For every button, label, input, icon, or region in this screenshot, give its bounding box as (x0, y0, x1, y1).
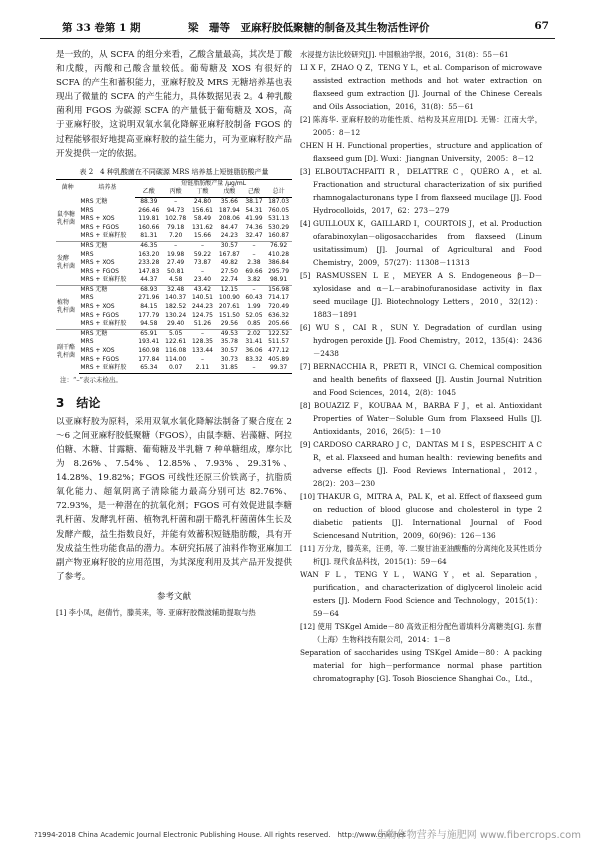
table-col-header: 丙酸 (162, 188, 189, 197)
table-cell: 140.37 (165, 294, 187, 302)
table-cell: 36.06 (245, 347, 263, 355)
table-row (56, 347, 292, 356)
medium-name: MRS (80, 338, 94, 346)
table-cell: 177.79 (138, 311, 160, 319)
strain-name: 发酵 乳杆菌 (56, 241, 79, 285)
table-row (56, 215, 292, 224)
table-cell: 156.98 (265, 285, 292, 294)
table-row (56, 312, 292, 321)
medium-name: MRS + FGOS (80, 267, 119, 275)
table-cell: 119.81 (138, 215, 160, 223)
table-cell: – (162, 241, 189, 250)
medium-name: MRS + XOS (80, 259, 115, 267)
table-cell: 52.05 (245, 311, 263, 319)
table-cell: 1.99 (247, 303, 261, 311)
left-column (56, 48, 292, 619)
table-cell: 128.35 (191, 338, 213, 346)
table-cell: 30.57 (220, 347, 238, 355)
reference-item: [11] 万分龙，滕英来，汪勇，等. 二聚甘油亚油酸酯的分离纯化及其性质分析[J]. 现代食品科技，2015(1)：59－64 (300, 544, 542, 566)
reference-item: [6] WU S，CAI R，SUN Y. Degradation of curdlan using hydrogen peroxide [J]. Food Chemistry，2012，135(4)：2436－2438 (300, 323, 542, 358)
table-cell: 35.66 (220, 197, 238, 205)
table-cell: 15.66 (193, 232, 212, 240)
table-row (56, 259, 292, 268)
medium-name: MRS + XOS (80, 347, 115, 355)
table-cell: – (243, 241, 265, 250)
table-cell: 76.92 (265, 241, 292, 250)
table-cell: 7.20 (168, 232, 183, 240)
table-cell: – (189, 329, 216, 338)
table-cell: 98.91 (269, 276, 288, 284)
medium-name: MRS + 亚麻籽胶 (80, 320, 127, 328)
reference-item: [7] BERNACCHIA R，PRETI R，VINCI G. Chemical composition and health benefits of flaxseed [J]. Austin Journal Nutrition and Food Sciences，2014，2(8)：1045 (300, 362, 542, 397)
table-cell: 244.23 (191, 303, 213, 311)
table-cell: 30.73 (220, 355, 238, 363)
scfa-table (56, 179, 292, 374)
section-title: 3 结论 (56, 395, 101, 410)
table-cell: 65.91 (135, 329, 162, 338)
strain-name: 副干酪 乳杆菌 (56, 329, 79, 373)
table-cell: 714.17 (268, 294, 290, 302)
table-header-scfa: 短链脂肪酸产量 /μg/mL (135, 179, 292, 188)
table-cell: 29.40 (167, 320, 185, 328)
table-cell: 29.56 (220, 320, 238, 328)
results-paragraph: 是一致的，从 SCFA 的组分来看，乙酸含量最高，其次是丁酸和戊酸，丙酸和己酸含量较低。葡萄糖及 XOS 有很好的 SCFA 的产生和蓄积能力，亚麻籽胶及 MRS 无糖培养基也表现出了微量的 SCFA 的产生能力，具体数据见表 2。4 种乳酸菌利用 FGOS 为碳源 SCFA 的产量低于葡萄糖及 XOS，高于亚麻籽胶，这说明双氧水氧化降解亚麻籽胶制备 FGOS 的过程能够很好地提高亚麻籽胶的益生能力，可为亚麻籽胶产品开发提供一定的依据。 (56, 50, 292, 159)
table-row (56, 241, 292, 250)
table-cell: 2.11 (189, 364, 216, 373)
medium-name: MRS (80, 250, 94, 258)
table-cell: 31.41 (245, 338, 263, 346)
reference-item: LI X F，ZHAO Q Z，TENG Y L，et al. Comparison of microwave assisted extraction methods and hot water extraction on flaxseed gum extraction [J]. Journal of the Chinese Cereals and Oils Association，2016，31(8)：55－61 (300, 63, 542, 111)
table-cell: 59.22 (193, 250, 212, 258)
table-cell: 27.49 (167, 259, 185, 267)
table-cell: 99.37 (265, 364, 292, 373)
medium-name: MRS + FGOS (80, 311, 119, 319)
table-cell: 636.32 (268, 311, 290, 319)
running-header (40, 18, 555, 39)
table-cell: 2.38 (247, 259, 261, 267)
reference-item: Separation of saccharides using TSKgel Amide－80：A packing material for high－performance normal phase partition chromatography [G]. Tosoh Bioscience Shanghai Co.，Ltd.， (300, 648, 542, 683)
table-cell: 156.61 (191, 206, 213, 214)
table-cell: – (243, 285, 265, 294)
table-cell: 167.87 (218, 250, 240, 258)
table-cell: 3.82 (247, 276, 261, 284)
table-cell: 32.48 (162, 285, 189, 294)
table-cell: 160.87 (268, 232, 290, 240)
table-cell: 531.13 (268, 215, 290, 223)
table-cell: – (243, 364, 265, 373)
table-cell: 122.61 (165, 338, 187, 346)
table-cell: – (189, 241, 216, 250)
article-running-title: 梁 珊等 亚麻籽胶低聚糖的制备及其生物活性评价 (188, 22, 430, 34)
table-cell: 130.24 (165, 311, 187, 319)
table-cell: 23.40 (193, 276, 212, 284)
table-cell: 100.90 (218, 294, 240, 302)
table-cell: 51.26 (193, 320, 212, 328)
table-cell: 140.51 (191, 294, 213, 302)
table-cell: 102.78 (165, 215, 187, 223)
reference-item: 水浸提方法比较研究[J]. 中国粮油学报，2016，31(8)：55－61 (300, 50, 509, 59)
table-col-header: 乙酸 (135, 188, 162, 197)
table-row (56, 329, 292, 338)
medium-name: MRS (80, 294, 94, 302)
table-col-header: 己酸 (243, 188, 265, 197)
conclusion-paragraph: 以亚麻籽胶为原料，采用双氧水氧化降解法制备了聚合度在 2～6 之间亚麻籽胶低聚糖（FGOS），由鼠李糖、岩藻糖、阿拉伯糖、木糖、甘露糖、葡萄糖及半乳糖 7 种单糖组成，摩尔比为 8.26%、7.54%、12.85%、7.93%、29.31%、14.28%、19.82%；FGOS 可线性还原三价铁离子，抗脂质氧化能力、超氧阴离子清除能力最高分别可达 82.76%、72.93%，是一种潜在的抗氧化剂；FGOS 可有效促进鼠李糖乳杆菌、发酵乳杆菌、植物乳杆菌和副干酪乳杆菌菌体生长及发酵产酸，益生指数良好，并能有效蓄积短链脂肪酸，具有开发成益生性功能食品的潜力。本研究拓展了油料作物亚麻加工副产物亚麻籽胶的应用范围，为其深度利用及其产品开发提供了参考。 (56, 416, 292, 582)
table-row (56, 268, 292, 277)
table-cell: 24.80 (193, 197, 212, 205)
table-cell: 31.85 (216, 364, 243, 373)
table-cell: 205.66 (268, 320, 290, 328)
table-row (56, 356, 292, 365)
medium-name: MRS 无糖 (79, 285, 135, 294)
table-cell: 24.23 (220, 232, 238, 240)
strain-name: 植物 乳杆菌 (56, 285, 79, 329)
medium-name: MRS 无糖 (79, 329, 135, 338)
table-cell: 133.44 (191, 347, 213, 355)
table-cell: 79.18 (167, 223, 185, 231)
table-row (56, 207, 292, 216)
table-cell: 760.05 (268, 206, 290, 214)
table-cell: 73.87 (193, 259, 212, 267)
table-cell: 38.17 (245, 197, 263, 205)
table-cell: 208.06 (218, 215, 240, 223)
copyright-notice: ?1994-2018 China Academic Journal Electronic Publishing House. All rights reserved. http://www.cnki.net (34, 831, 406, 839)
medium-name: MRS + 亚麻籽胶 (80, 232, 127, 240)
table-cell: 163.20 (138, 250, 160, 258)
watermark-text: 生物作物营养与施肥网 www.fibercrops.com (376, 830, 581, 841)
table-col-header: 丁酸 (189, 188, 216, 197)
references-list-left (56, 606, 292, 619)
table-cell: 43.42 (189, 285, 216, 294)
table-cell: 84.15 (140, 303, 158, 311)
table-cell: 94.73 (167, 206, 185, 214)
table-title: 表 2 4 种乳酸菌在不同碳源 MRS 培养基上短链脂肪酸产量 (79, 167, 269, 176)
table-cell: 27.50 (220, 267, 238, 275)
reference-item: [12] 使用 TSKgel Amide－80 高效正相分配色谱填料分离糖类[G]. 东曹（上海）生物科技有限公司，2014：1－8 (300, 622, 542, 644)
table-cell: 187.94 (218, 206, 240, 214)
table-cell: 266.46 (138, 206, 160, 214)
table-cell: 49.53 (216, 329, 243, 338)
table-cell: 477.12 (268, 347, 290, 355)
table-cell: 0.85 (247, 320, 261, 328)
table-cell: 207.61 (218, 303, 240, 311)
journal-issue: 第 33 卷第 1 期 (62, 22, 141, 34)
table-row (56, 276, 292, 285)
table-cell: 32.47 (245, 232, 263, 240)
table-row (56, 338, 292, 347)
table-cell: 46.35 (135, 241, 162, 250)
table-row (56, 251, 292, 260)
medium-name: MRS + XOS (80, 303, 115, 311)
table-cell: 233.28 (138, 259, 160, 267)
reference-item: [9] CARDOSO CARRARO J C，DANTAS M I S，ESPESCHIT A C R，et al. Flaxseed and human health：reviewing benefits and adverse effects [J]. Food Reviews International，2012，28(2)：203－230 (300, 440, 542, 488)
reference-item: [5] RASMUSSEN L E，MEYER A S. Endogeneous β－D－xylosidase and α－L－arabinofuranosidase activity in flax seed mucilage [J]. Biotechnology Letters，2010，32(12)：1883－1891 (300, 271, 542, 319)
table-cell: 295.79 (268, 267, 290, 275)
table-cell: 116.08 (165, 347, 187, 355)
medium-name: MRS + 亚麻籽胶 (79, 364, 135, 373)
medium-name: MRS 无糖 (79, 241, 135, 250)
medium-name: MRS + XOS (80, 215, 115, 223)
table-cell: 386.84 (268, 259, 290, 267)
page-number: 67 (534, 20, 549, 32)
table-cell: 720.49 (268, 303, 290, 311)
medium-name: MRS + FGOS (80, 355, 119, 363)
table-cell: 405.89 (268, 355, 290, 363)
table-cell: 0.07 (162, 364, 189, 373)
right-column (300, 48, 542, 685)
table-cell: 410.28 (268, 250, 290, 258)
reference-item: [3] ELBOUTACHFAITI R，DELATTRE C，QUÉRO A，et al. Fractionation and structural characterization of six purified rhamnogalacturonans type I from flaxseed mucilage [J]. Food Hydrocolloids，2017，62：273－279 (300, 167, 542, 215)
table-row (56, 320, 292, 329)
table-cell: 2.02 (243, 329, 265, 338)
table-cell: 182.52 (165, 303, 187, 311)
table-cell: 12.15 (216, 285, 243, 294)
table-cell: 94.58 (140, 320, 158, 328)
table-cell: 271.96 (138, 294, 160, 302)
reference-item: WAN F L，TENG Y L，WANG Y，et al. Separation，purification，and characterization of diglycerol linoleic acid esters [J]. Modern Food Science and Technology，2015(1)：59－64 (300, 570, 542, 618)
table-cell: 193.41 (138, 338, 160, 346)
table-col-header: 总计 (265, 188, 292, 197)
table-cell: 511.57 (268, 338, 290, 346)
table-cell: 5.05 (162, 329, 189, 338)
reference-item: [8] BOUAZIZ F，KOUBAA M，BARBA F J，et al. Antioxidant Properties of Water－Soluble Gum from Flaxseed Hulls [J]. Antioxidants，2016，26(5)：1－10 (300, 401, 542, 436)
table-cell: 114.00 (165, 355, 187, 363)
reference-item: [4] GUILLOUX K，GAILLARD I，COURTOIS J，et al. Production ofarabinoxylan－oligosaccharides from flaxseed (Linum usitatissimum) [J]. Journal of Agricultural and Food Chemistry，2009，57(27)：11308－11313 (300, 219, 542, 267)
table-cell: 122.52 (265, 329, 292, 338)
references-heading: 参考文献 (156, 591, 191, 602)
table-cell: 187.03 (268, 197, 290, 205)
medium-name: MRS 无糖 (80, 197, 108, 205)
table-header-strain: 菌种 (56, 179, 79, 197)
table-note: 注：“–”表示未检出。 (60, 375, 122, 384)
reference-item: [1] 李小凤，赵倩竹，滕英来，等. 亚麻籽胶微波辅助提取与热 (56, 607, 256, 617)
table-cell: 41.99 (245, 215, 263, 223)
table-cell: 83.32 (245, 355, 263, 363)
table-cell: 19.98 (167, 250, 185, 258)
table-cell: 35.78 (220, 338, 238, 346)
reference-item: CHEN H H. Functional properties，structure and application of flaxseed gum [D]. Wuxi：Jiangnan University，2005：8－12 (300, 141, 542, 163)
table-cell: 131.62 (191, 223, 213, 231)
table-cell: 177.84 (138, 355, 160, 363)
table-cell: – (200, 267, 204, 275)
table-cell: 58.49 (193, 215, 212, 223)
table-cell: 69.66 (245, 267, 263, 275)
table-header-medium: 培养基 (79, 179, 135, 197)
table-row (56, 303, 292, 312)
table-cell: 44.37 (140, 276, 158, 284)
table-cell: 49.82 (220, 259, 238, 267)
table-cell: 68.93 (135, 285, 162, 294)
table-row (56, 285, 292, 294)
medium-name: MRS + FGOS (80, 223, 119, 231)
table-cell: 50.81 (167, 267, 185, 275)
table-cell: 30.57 (216, 241, 243, 250)
reference-item: [2] 陈海华. 亚麻籽胶的功能性质、结构及其应用[D]. 无锡：江南大学，2005：8－12 (300, 115, 542, 137)
table-cell: – (200, 355, 204, 363)
table-cell: 147.83 (138, 267, 160, 275)
table-cell: 54.31 (245, 206, 263, 214)
table-cell: 160.98 (138, 347, 160, 355)
table-row (56, 294, 292, 303)
medium-name: MRS (80, 206, 94, 214)
table-cell: 124.75 (191, 311, 213, 319)
table-row (56, 364, 292, 373)
table-cell: 160.66 (138, 223, 160, 231)
table-cell: 4.58 (168, 276, 183, 284)
table-cell: 22.74 (220, 276, 238, 284)
table-row (56, 232, 292, 241)
table-cell: 84.47 (220, 223, 238, 231)
table-cell: – (252, 250, 256, 258)
table-cell: 151.50 (218, 311, 240, 319)
table-col-header: 戊酸 (216, 188, 243, 197)
table-cell: 65.34 (135, 364, 162, 373)
table-cell: 60.43 (245, 294, 263, 302)
strain-name: 鼠李糖 乳杆菌 (57, 211, 76, 227)
table-cell: 81.31 (140, 232, 158, 240)
table-cell: 530.29 (268, 223, 290, 231)
table-row (56, 197, 292, 206)
table-cell: – (174, 197, 178, 205)
table-cell: 88.39 (140, 197, 158, 205)
medium-name: MRS + 亚麻籽胶 (80, 276, 127, 284)
references-list-right (300, 48, 542, 685)
reference-item: [10] THAKUR G，MITRA A，PAL K，et al. Effect of flaxseed gum on reduction of blood glucose and cholesterol in type 2 diabetic patients [J]. International Journal of Food Sciencesand Nutrition，2009，60(96)：126－136 (300, 492, 542, 540)
table-cell: 74.36 (245, 223, 263, 231)
